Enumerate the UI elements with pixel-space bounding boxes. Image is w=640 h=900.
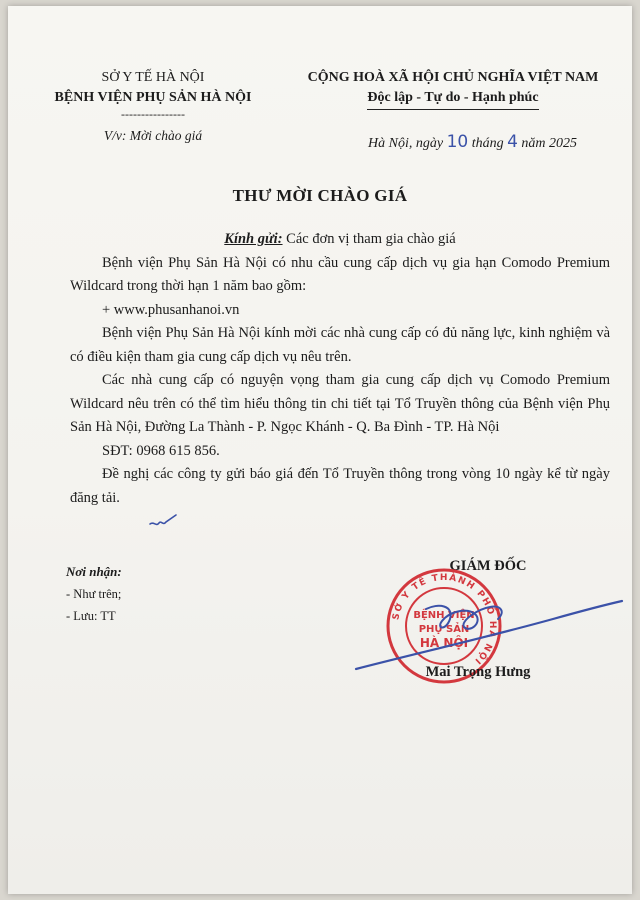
issuer-block	[38, 68, 268, 146]
stamp-line-2: PHỤ SẢN	[418, 624, 470, 635]
recipients-title: Nơi nhận:	[66, 564, 122, 579]
recipients-block	[66, 561, 266, 627]
letter-body	[70, 228, 610, 510]
stamp-line-1: BỆNH VIỆN	[413, 610, 475, 621]
paragraph-need: Bệnh viện Phụ Sản Hà Nội có nhu cầu cung cấp dịch vụ gia hạn Comodo Premium Wildcard trong thời hạn 1 năm bao gồm:	[70, 254, 610, 294]
hospital-name: BỆNH VIỆN PHỤ SẢN HÀ NỘI	[54, 90, 252, 105]
paragraph-phone: SĐT: 0968 615 856.	[102, 442, 220, 459]
document-title: THƯ MỜI CHÀO GIÁ	[232, 186, 408, 205]
department-name: SỞ Y TẾ HÀ NỘI	[101, 70, 205, 85]
stamp-line-3: HÀ NỘI	[419, 636, 469, 650]
subject-line: V/v: Mời chào giá	[103, 128, 203, 143]
national-header	[298, 68, 608, 110]
handwritten-month: 4	[507, 132, 518, 152]
ink-tick-mark	[148, 511, 180, 531]
stamp-ring-text: SỞ Y TẾ THÀNH PHỐ HÀ NỘI	[391, 572, 498, 667]
paragraph-details: Các nhà cung cấp có nguyện vọng tham gia cung cấp dịch vụ Comodo Premium Wildcard nêu trên có thể tìm hiểu thông tin chi tiết tại Tổ Truyền thông của Bệnh viện Phụ Sản Hà Nội, Đường La Thành - P. Ngọc Khánh - Q. Ba Đình - TP. Hà Nội	[70, 372, 610, 435]
handwritten-day: 10	[446, 132, 469, 152]
issuer-divider: ----------------	[121, 107, 185, 121]
recipient-item: - Lưu: TT	[66, 609, 116, 623]
signer-title: GIÁM ĐỐC	[449, 558, 527, 574]
year-label: năm 2025	[521, 136, 578, 151]
greeting-label: Kính gửi:	[224, 231, 283, 247]
date-prefix: Hà Nội, ngày	[368, 136, 444, 151]
recipient-item: - Như trên;	[66, 587, 122, 601]
document-page	[8, 6, 632, 894]
greeting-text: Các đơn vị tham gia chào giá	[282, 231, 456, 247]
signer-name: Mai Trọng Hưng	[425, 664, 531, 680]
paragraph-invitation: Bệnh viện Phụ Sản Hà Nội kính mời các nhà cung cấp có đủ năng lực, kinh nghiệm và có điều kiện tham gia cung cấp dịch vụ nêu trên.	[70, 325, 610, 365]
country-name: CỘNG HOÀ XÃ HỘI CHỦ NGHĨA VIỆT NAM	[307, 70, 599, 85]
paragraph-domain: + www.phusanhanoi.vn	[102, 301, 240, 318]
national-motto: Độc lập - Tự do - Hạnh phúc	[367, 88, 538, 110]
month-label: tháng	[471, 136, 504, 151]
paragraph-request: Đề nghị các công ty gửi báo giá đến Tổ Truyền thông trong vòng 10 ngày kể từ ngày đăng tải.	[70, 466, 610, 506]
date-line	[368, 132, 628, 152]
greeting-line	[70, 228, 610, 252]
